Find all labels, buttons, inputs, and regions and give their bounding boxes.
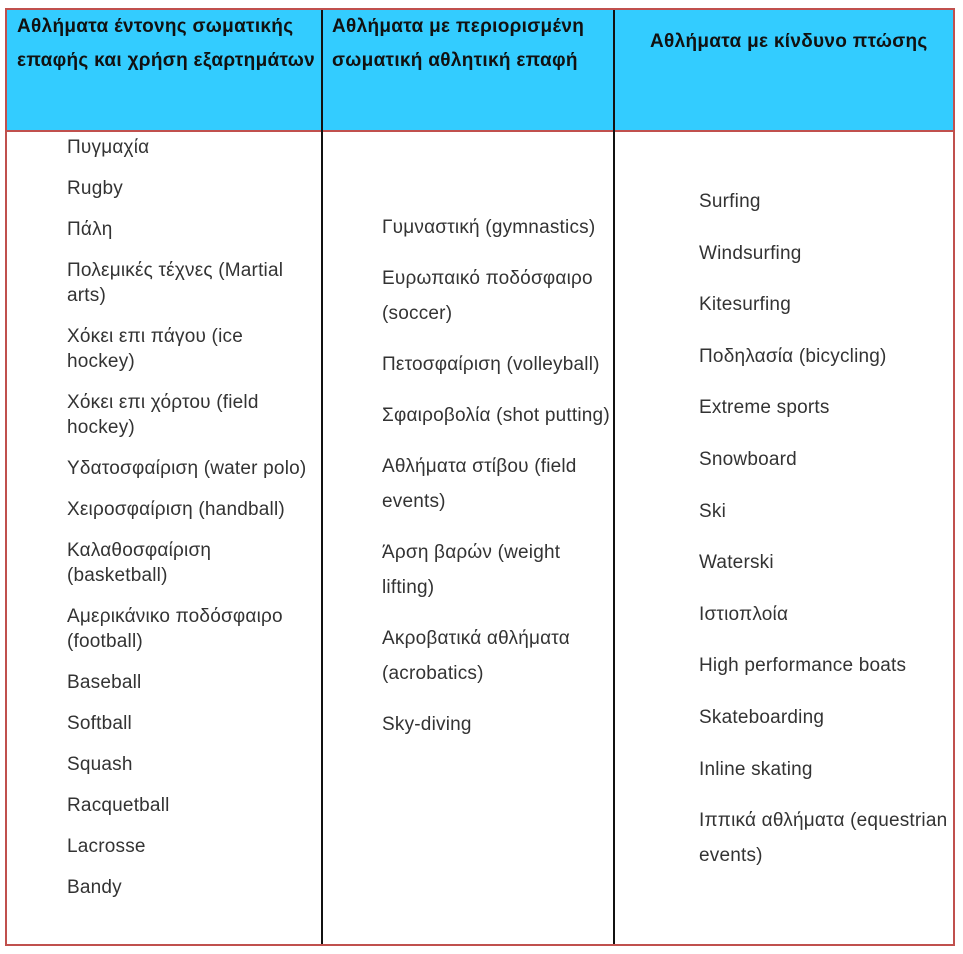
list-item: Ποδηλασία (bicycling) bbox=[699, 345, 887, 367]
list-item: Καλαθοσφαίριση (basketball) bbox=[67, 540, 212, 586]
limited-contact-sports-list bbox=[382, 210, 610, 758]
header-contact-sports: Αθλήματα έντονης σωματικής επαφής και χρήση εξαρτημάτων bbox=[17, 16, 315, 71]
list-item: Χόκει επι χόρτου (field hockey) bbox=[67, 392, 259, 438]
list-item: Πολεμικές τέχνες (Martial arts) bbox=[67, 260, 284, 306]
list-item: Σφαιροβολία (shot putting) bbox=[382, 405, 610, 426]
list-item: Ακροβατικά αθλήματα (acrobatics) bbox=[382, 628, 570, 684]
list-item: Softball bbox=[67, 713, 132, 734]
list-item: Waterski bbox=[699, 552, 774, 574]
header-limited-contact-sports: Αθλήματα με περιορισμένη σωματική αθλητική επαφή bbox=[332, 16, 585, 71]
contact-sports-list bbox=[67, 135, 315, 916]
list-item: Squash bbox=[67, 754, 133, 775]
sports-table bbox=[5, 8, 955, 946]
list-item: Γυμναστική (gymnastics) bbox=[382, 217, 596, 238]
list-item: Sky-diving bbox=[382, 714, 472, 735]
list-item: Snowboard bbox=[699, 448, 797, 470]
list-item: Lacrosse bbox=[67, 836, 146, 857]
list-item: Baseball bbox=[67, 672, 142, 693]
list-item: Bandy bbox=[67, 877, 122, 898]
list-item: Ευρωπαικό ποδόσφαιρο (soccer) bbox=[382, 268, 593, 324]
list-item: Χόκει επι πάγου (ice hockey) bbox=[67, 326, 243, 372]
list-item: Αμερικάνικο ποδόσφαιρο (football) bbox=[67, 606, 283, 652]
list-item: Skateboarding bbox=[699, 706, 825, 728]
fall-risk-sports-list bbox=[699, 184, 949, 890]
list-item: Πετοσφαίριση (volleyball) bbox=[382, 354, 600, 375]
list-item: Surfing bbox=[699, 191, 761, 212]
list-item: Rugby bbox=[67, 178, 123, 199]
list-item: Πάλη bbox=[67, 219, 113, 240]
list-item: High performance boats bbox=[699, 655, 907, 677]
list-item: Racquetball bbox=[67, 795, 170, 816]
list-item: Ski bbox=[699, 500, 726, 522]
column-divider-2 bbox=[613, 10, 615, 944]
list-item: Αθλήματα στίβου (field events) bbox=[382, 456, 577, 512]
list-item: Χειροσφαίριση (handball) bbox=[67, 499, 285, 520]
list-item: Extreme sports bbox=[699, 397, 830, 419]
list-item: Ιστιοπλοία bbox=[699, 603, 789, 625]
column-divider-1 bbox=[321, 10, 323, 944]
header-fall-risk-sports: Αθλήματα με κίνδυνο πτώσης bbox=[650, 31, 928, 52]
list-item: Ιππικά αθλήματα (equestrian events) bbox=[699, 810, 948, 867]
list-item: Windsurfing bbox=[699, 242, 802, 264]
list-item: Inline skating bbox=[699, 758, 813, 780]
list-item: Άρση βαρών (weight lifting) bbox=[382, 542, 561, 598]
list-item: Πυγμαχία bbox=[67, 137, 150, 158]
header-divider bbox=[7, 130, 953, 132]
list-item: Υδατοσφαίριση (water polo) bbox=[67, 458, 307, 479]
list-item: Kitesurfing bbox=[699, 294, 791, 316]
